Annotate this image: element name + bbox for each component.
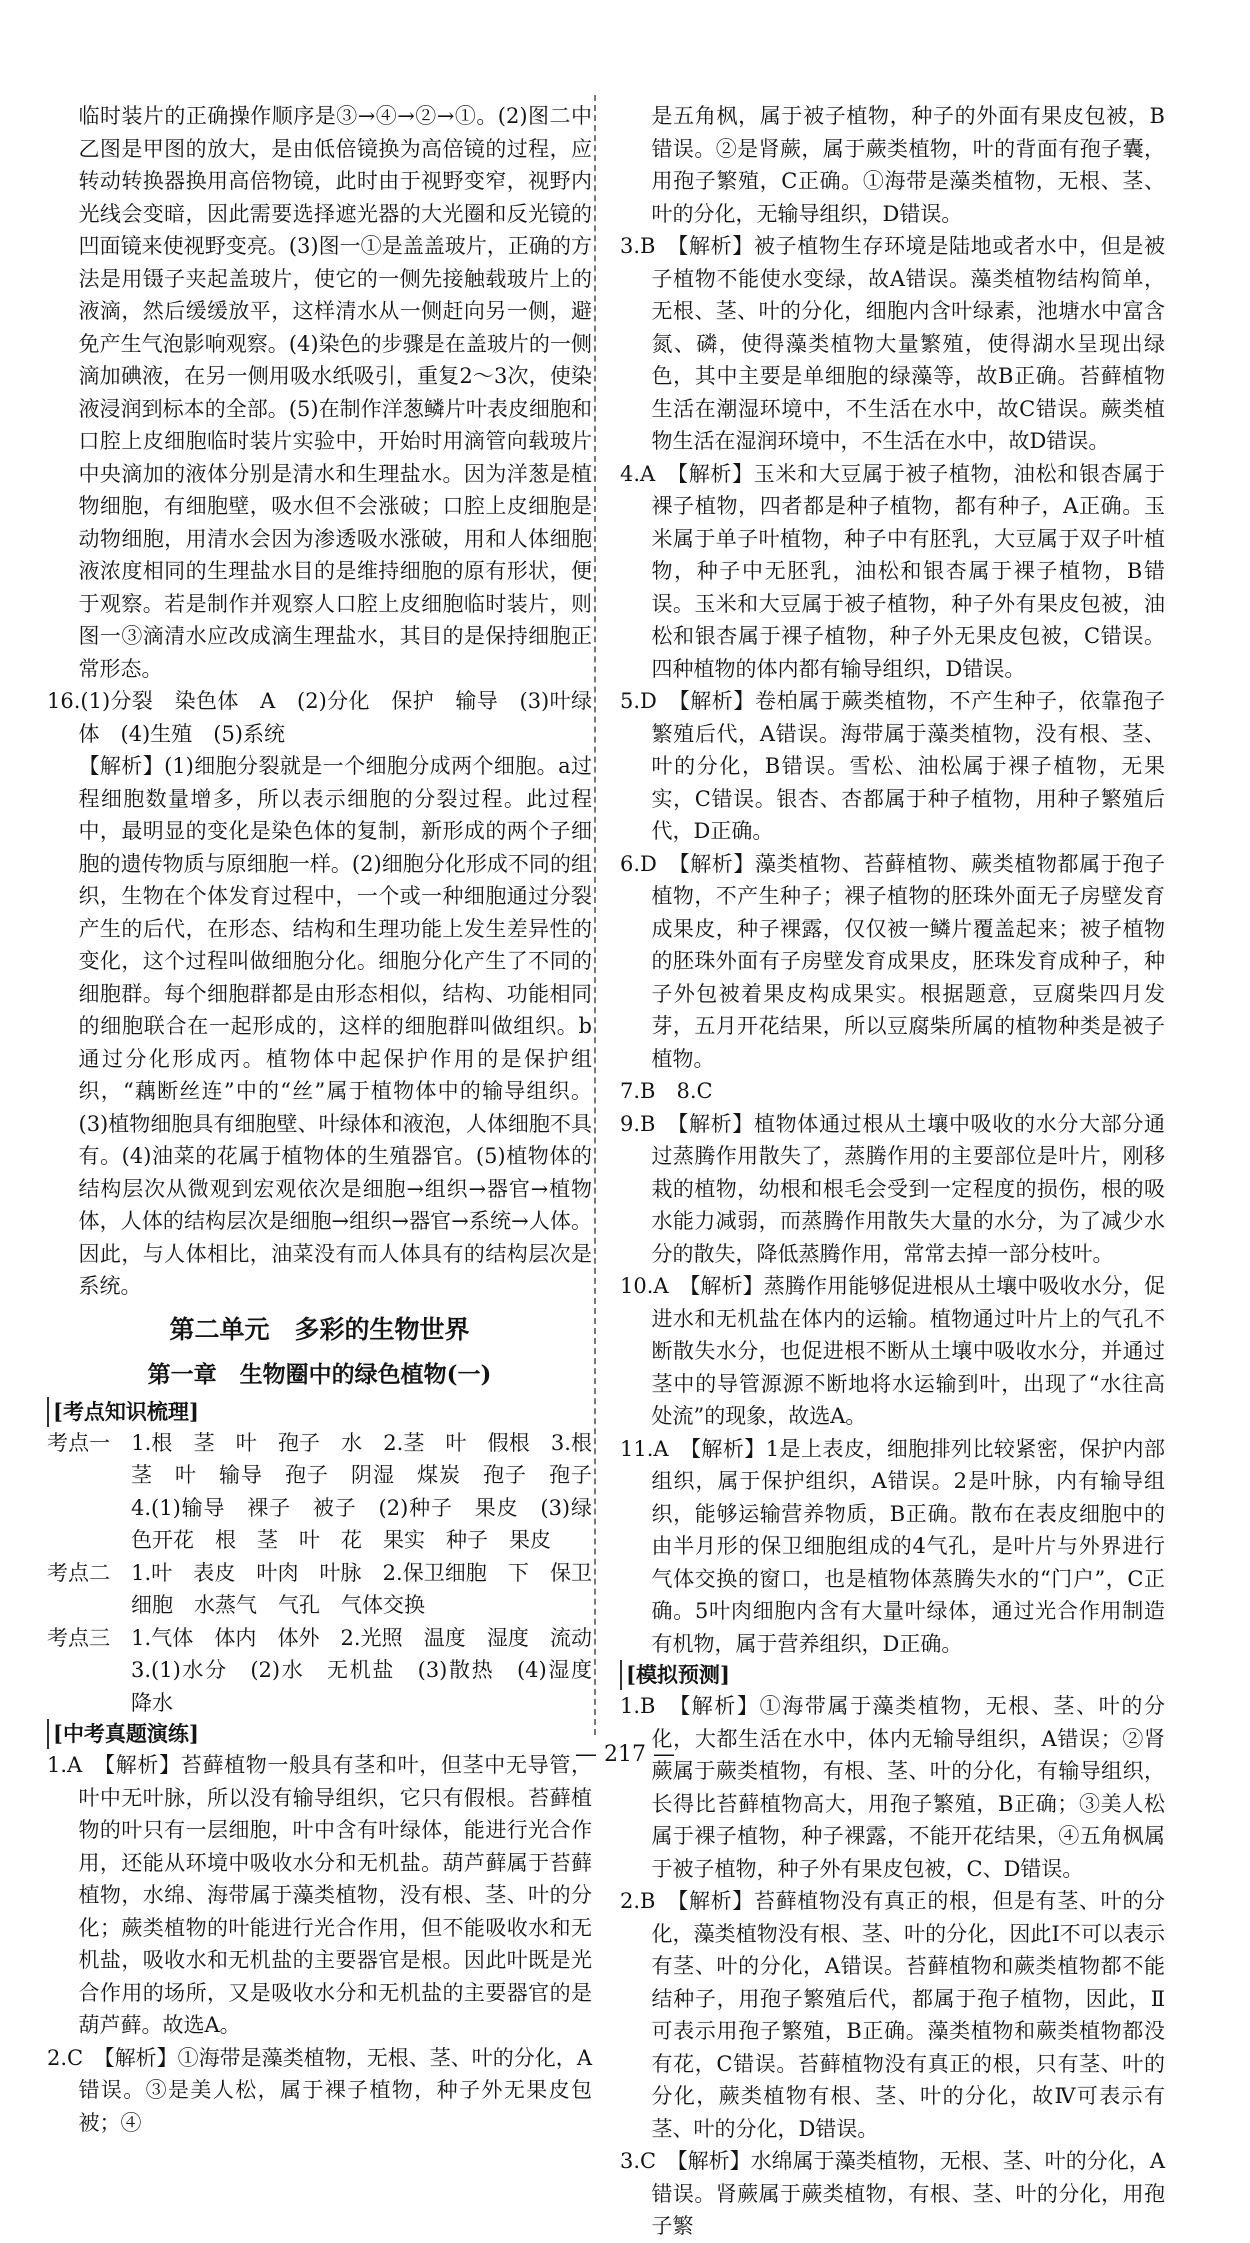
answer-item: 11.A 【解析】1是上表皮，细胞排列比较紧密，保护内部组织，属于保护组织，A错误。2是叶脉，内有输导组织，能够运输营养物质，B正确。散布在表皮细胞中的由半月形的保卫细胞组成的4气孔，是叶片与外界进行气体交换的窗口，也是植物体蒸腾失水的“门户”，C正确。5叶肉细胞内含有大量叶绿体，通过光合作用制造有机物，属于营养组织，D正确。 — [620, 1436, 1165, 1656]
column-divider — [594, 95, 596, 1735]
section-heading: [考点知识梳理] — [47, 1397, 592, 1427]
answer-item: 3.C 【解析】水绵属于藻类植物，无根、茎、叶的分化，A错误。肾蕨属于蕨类植物，有根、茎、叶的分化，用孢子繁 — [620, 2149, 1165, 2238]
left-column — [47, 100, 613, 2139]
answer-paragraph: 临时装片的正确操作顺序是③→④→②→①。(2)图二中乙图是甲图的放大，是由低倍镜换为高倍镜的过程，应转动转换器换用高倍物镜，此时由于视野变窄，视野内光线会变暗，因此需要选择遮光器的大光圈和反光镜的凹面镜来使视野变亮。(3)图一①是盖盖玻片，正确的方法是用镊子夹起盖玻片，使它的一侧先接触载玻片上的液滴，然后缓缓放平，这样清水从一侧赶向另一侧，避免产生气泡影响观察。(4)染色的步骤是在盖玻片的一侧滴加碘液，在另一侧用吸水纸吸引，重复2～3次，使染液浸润到标本的全部。(5)在制作洋葱鳞片叶表皮细胞和口腔上皮细胞临时装片实验中，开始时用滴管向载玻片中央滴加的液体分别是清水和生理盐水。因为洋葱是植物细胞，有细胞壁，吸水但不会涨破；口腔上皮细胞是动物细胞，用清水会因为渗透吸水涨破，用和人体细胞液浓度相同的生理盐水目的是维持细胞的原有形状，便于观察。若是制作并观察人口腔上皮细胞临时装片，则图一③滴清水应改成滴生理盐水，其目的是保持细胞正常形态。 — [78, 104, 592, 681]
answer-item: 3.B 【解析】被子植物生存环境是陆地或者水中，但是被子植物不能使水变绿，故A错误。藻类植物结构简单，无根、茎、叶的分化，细胞内含叶绿素，池塘水中富含氮、磷，使得藻类植物大量繁殖，使得湖水呈现出绿色，其中主要是单细胞的绿藻等，故B正确。苔藓植物生活在潮湿环境中，不生活在水中，故C错误。蕨类植物生活在湿润环境中，不生活在水中，故D错误。 — [620, 234, 1165, 453]
answer-item: 10.A 【解析】蒸腾作用能够促进根从土壤中吸收水分，促进水和无机盐在体内的运输。植物通过叶片上的气孔不断散失水分，也促进根不断从土壤中吸收水分，并通过茎中的导管源源不断地将水运输到叶，出现了“水往高处流”的现象，故选A。 — [620, 1274, 1165, 1428]
page-number: — 217 — — [575, 1742, 675, 1767]
answer-item: 1.A 【解析】苔藓植物一般具有茎和叶，但茎中无导管，叶中无叶脉，所以没有输导组织，它只有假根。苔藓植物的叶只有一层细胞，叶中含有叶绿体，能进行光合作用，还能从环境中吸收水分和无机盐。葫芦藓属于苔藓植物，水绵、海带属于藻类植物，没有根、茎、叶的分化；蕨类植物的叶能进行光合作用，但不能吸收水和无机盐，吸收水和无机盐的主要器官是根。因此叶既是光合作用的场所，又是吸收水分和无机盐的主要器官的是葫芦藓。故选A。 — [47, 1753, 592, 2037]
answer-item: 6.D 【解析】藻类植物、苔藓植物、蕨类植物都属于孢子植物，不产生种子；裸子植物的胚珠外面无子房壁发育成果皮，种子裸露，仅仅被一鳞片覆盖起来；被子植物的胚珠外面有子房壁发育成果皮，胚珠发育成种子，种子外包被着果皮构成果实。根据题意，豆腐柴四月发芽，五月开花结果，所以豆腐柴所属的植物种类是被子植物。 — [620, 851, 1165, 1071]
kaodian-item: 考点二 1.叶 表皮 叶肉 叶脉 2.保卫细胞 下 保卫细胞 水蒸气 气孔 气体交换 — [47, 1560, 592, 1617]
answer-item: 9.B 【解析】植物体通过根从土壤中吸收的水分大部分通过蒸腾作用散失了，蒸腾作用的主要部位是叶片，刚移栽的植物，幼根和根毛会受到一定程度的损伤，根的吸水能力减弱，而蒸腾作用散失大量的水分，为了减少水分的散失，降低蒸腾作用，常常去掉一部分枝叶。 — [620, 1111, 1165, 1266]
answer-paragraph: 【解析】(1)细胞分裂就是一个细胞分成两个细胞。a过程细胞数量增多，所以表示细胞的分裂过程。此过程中，最明显的变化是染色体的复制，新形成的两个子细胞的遗传物质与原细胞一样。(2)细胞分化形成不同的组织，生物在个体发育过程中，一个或一种细胞通过分裂产生的后代，在形态、结构和生理功能上发生差异性的变化，这个过程叫做细胞分化。细胞分化产生了不同的细胞群。每个细胞群都是由形态相似，结构、功能相同的细胞联合在一起形成的，这样的细胞群叫做组织。b通过分化形成丙。植物体中起保护作用的是保护组织，“藕断丝连”中的“丝”属于植物体中的输导组织。(3)植物细胞具有细胞壁、叶绿体和液泡，人体细胞不具有。(4)油菜的花属于植物体的生殖器官。(5)植物体的结构层次从微观到宏观依次是细胞→组织→器官→植物体，人体的结构层次是细胞→组织→器官→系统→人体。因此，与人体相比，油菜没有而人体具有的结构层次是系统。 — [78, 754, 592, 1298]
answer-item: 16.(1)分裂 染色体 A (2)分化 保护 输导 (3)叶绿体 (4)生殖 (5)系统 — [47, 689, 592, 746]
answer-item: 5.D 【解析】卷柏属于蕨类植物，不产生种子，依靠孢子繁殖后代，A错误。海带属于藻类植物，没有根、茎、叶的分化，B错误。雪松、油松属于裸子植物，无果实，C错误。银杏、杏都属于种子植物，用种子繁殖后代，D正确。 — [620, 689, 1165, 843]
section-heading: [模拟预测] — [620, 1660, 1165, 1690]
unit-title: 第二单元 多彩的生物世界 — [169, 1314, 470, 1344]
right-column — [620, 100, 1165, 2243]
section-heading: [中考真题演练] — [47, 1719, 592, 1749]
kaodian-item: 考点三 1.气体 体内 体外 2.光照 温度 湿度 流动 3.(1)水分 (2)水 无机盐 (3)散热 (4)湿度 降水 — [47, 1625, 613, 1715]
answer-item: 2.C 【解析】①海带是藻类植物，无根、茎、叶的分化，A错误。③是美人松，属于裸子植物，种子外无果皮包被；④ — [47, 2045, 592, 2135]
answer-item: 1.B 【解析】①海带属于藻类植物，无根、茎、叶的分化，大都生活在水中，体内无输导组织，A错误；②肾蕨属于蕨类植物，有根、茎、叶的分化，有输导组织，长得比苔藓植物高大，用孢子繁殖，B正确；③美人松属于裸子植物，种子裸露，不能开花结果，④五角枫属于被子植物，种子外有果皮包被，C、D错误。 — [620, 1694, 1165, 1881]
kaodian-item: 考点一 1.根 茎 叶 孢子 水 2.茎 叶 假根 3.根 茎 叶 输导 孢子 阴湿 煤炭 孢子 孢子 4.(1)输导 裸子 被子 (2)种子 果皮 (3)绿色开花 根 茎 叶 花 果实 种子 果皮 — [47, 1430, 613, 1552]
answer-item: 2.B 【解析】苔藓植物没有真正的根，但是有茎、叶的分化，藻类植物没有根、茎、叶的分化，因此Ⅰ不可以表示有茎、叶的分化，A错误。苔藓植物和蕨类植物都不能结种子，用孢子繁殖后代，都属于孢子植物，因此，Ⅱ可表示用孢子繁殖，B正确。藻类植物和蕨类植物都没有花，C错误。苔藓植物没有真正的根，只有茎、叶的分化，蕨类植物有根、茎、叶的分化，故Ⅳ可表示有茎、叶的分化，D错误。 — [620, 1889, 1165, 2141]
answer-item: 4.A 【解析】玉米和大豆属于被子植物，油松和银杏属于裸子植物，四者都是种子植物，都有种子，A正确。玉米属于单子叶植物，种子中有胚乳，大豆属于双子叶植物，种子中无胚乳，油松和银杏属于裸子植物，B错误。玉米和大豆属于被子植物，种子外有果皮包被，油松和银杏属于裸子植物，种子外无果皮包被，C错误。四种植物的体内都有输导组织，D错误。 — [620, 461, 1165, 681]
chapter-title: 第一章 生物圈中的绿色植物(一) — [147, 1360, 492, 1388]
answer-paragraph: 是五角枫，属于被子植物，种子的外面有果皮包被，B错误。②是肾蕨，属于蕨类植物，叶的背面有孢子囊，用孢子繁殖，C正确。①海带是藻类植物，无根、茎、叶的分化，无输导组织，D错误。 — [651, 104, 1165, 226]
answer-item: 7.B 8.C — [620, 1079, 713, 1103]
